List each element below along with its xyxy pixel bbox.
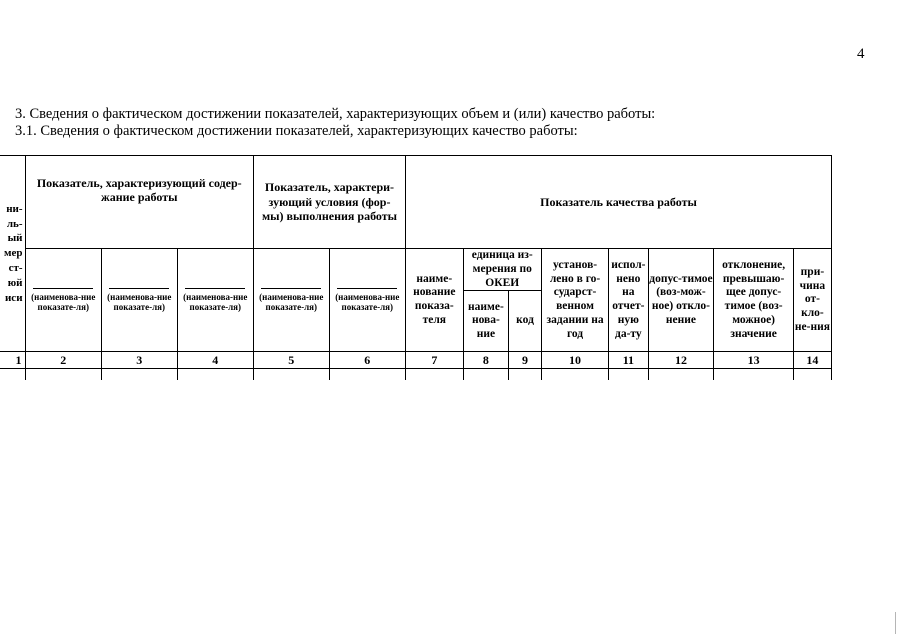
- column-numbers-row: [0, 352, 832, 369]
- unit-name-header: наиме-нова-ние: [463, 291, 509, 352]
- vertical-scrollbar[interactable]: [895, 612, 896, 634]
- column-number: 10: [541, 352, 608, 369]
- table-cell: [541, 369, 608, 380]
- column-number: 9: [509, 352, 542, 369]
- quality-indicators-table: [0, 155, 832, 380]
- table-cell: [509, 369, 542, 380]
- indicator-name-label: (наименова-ние показате-ля): [107, 291, 172, 313]
- indicator-name-label: (наименова-ние показате-ля): [335, 291, 400, 313]
- table-cell: [253, 369, 329, 380]
- content-indicator-name-2-cell: [101, 249, 177, 352]
- okei-unit-group-header: единица из-мерения по ОКЕИ: [463, 249, 541, 291]
- page-number: 4: [857, 46, 865, 62]
- column-number: 4: [177, 352, 253, 369]
- section-heading: 3. Сведения о фактическом достижении показателей, характеризующих объем и (или) качество работы:: [15, 106, 656, 122]
- column-number: 2: [25, 352, 101, 369]
- column-number: 7: [406, 352, 464, 369]
- table-cell: [177, 369, 253, 380]
- col1-line: мер: [4, 247, 23, 260]
- column-number: 12: [648, 352, 714, 369]
- table-cell: [793, 369, 831, 380]
- unique-number-header-cell: [0, 156, 25, 352]
- subsection-heading: 3.1. Сведения о фактическом достижении показателей, характеризующих качество работы:: [15, 123, 578, 139]
- column-number: 1: [0, 352, 25, 369]
- col1-line: иси: [4, 291, 23, 304]
- column-number: 6: [329, 352, 405, 369]
- quality-indicator-name-header: наиме-нование показа-теля: [406, 249, 464, 352]
- table-cell: [0, 369, 25, 380]
- indicator-name-label: (наименова-ние показате-ля): [183, 291, 248, 313]
- table-cell: [101, 369, 177, 380]
- col1-line: юй: [7, 276, 23, 289]
- col1-line: ни-: [6, 202, 23, 215]
- column-number: 3: [101, 352, 177, 369]
- quality-indicators-table-viewport: [0, 155, 868, 380]
- table-cell: [329, 369, 405, 380]
- column-number: 8: [463, 352, 509, 369]
- table-cell: [406, 369, 464, 380]
- content-indicator-name-3-cell: [177, 249, 253, 352]
- table-cell: [609, 369, 648, 380]
- column-number: 5: [253, 352, 329, 369]
- table-cell: [463, 369, 509, 380]
- content-indicator-group-header: Показатель, характеризующий содер-жание работы: [25, 156, 253, 249]
- col1-line: ст-: [8, 262, 23, 275]
- indicator-name-label: (наименова-ние показате-ля): [31, 291, 96, 313]
- conditions-indicator-group-header: Показатель, характери-зующий условия (фор-мы) выполнения работы: [253, 156, 405, 249]
- deviation-reason-header: при-чина от-кло-не-ния: [793, 249, 831, 352]
- planned-value-header: установ-лено в го-сударст-венном задании на год: [541, 249, 608, 352]
- actual-value-header: испол-нено на отчет-ную да-ту: [609, 249, 648, 352]
- excess-deviation-header: отклонение, превышаю-щее допус-тимое (воз-можное) значение: [714, 249, 793, 352]
- col1-line: ль-: [6, 217, 23, 230]
- content-indicator-name-1-cell: [25, 249, 101, 352]
- column-number: 13: [714, 352, 793, 369]
- empty-data-row: [0, 369, 832, 380]
- table-cell: [714, 369, 793, 380]
- col1-line: ый: [7, 232, 23, 245]
- table-cell: [648, 369, 714, 380]
- allowed-deviation-header: допус-тимое (воз-мож-ное) откло-нение: [648, 249, 714, 352]
- unit-code-header: код: [509, 291, 542, 352]
- indicator-name-label: (наименова-ние показате-ля): [259, 291, 324, 313]
- column-number: 14: [793, 352, 831, 369]
- column-number: 11: [609, 352, 648, 369]
- condition-indicator-name-2-cell: [329, 249, 405, 352]
- condition-indicator-name-1-cell: [253, 249, 329, 352]
- table-cell: [25, 369, 101, 380]
- quality-indicator-group-header: Показатель качества работы: [406, 156, 832, 249]
